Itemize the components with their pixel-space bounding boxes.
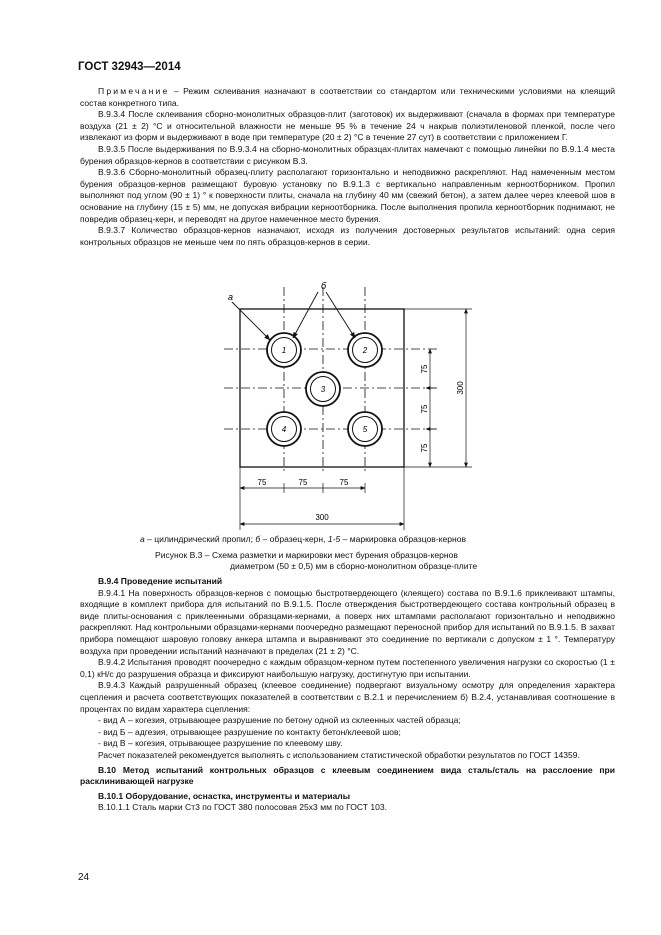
core-label-5: 5 [362,425,368,434]
dim-v-75-c: 75 [420,443,429,453]
leader-b-left [293,292,318,338]
label-a: а [228,292,234,302]
dim-v-75-b: 75 [420,404,429,414]
legend-b-text: – образец-керн, [260,534,328,544]
list-item-a: - вид А – когезия, отрывающее разрушение по бетону одной из склеенных частей образца; [98,715,461,726]
section-b10-1-title: В.10.1 Оборудование, оснастка, инструменты и материалы [98,790,350,801]
core-4 [267,412,301,446]
legend-a-text: – цилиндрический пропил; [144,534,256,544]
figure-legend [140,534,466,546]
legend-b: б [255,534,261,544]
core-5 [348,412,382,446]
dim-h-75-b: 75 [298,478,308,487]
figure-caption-line1: Рисунок В.3 – Схема разметки и маркировки мест бурения образцов-кернов [155,550,458,560]
dim-h-75-c: 75 [339,478,349,487]
core-3 [306,372,340,406]
note-label: Примечание [98,86,170,96]
note-text: – Режим склеивания назначают в соответствии со стандартом или техническими условиями на клеящий состав конкретного типа. [80,86,615,108]
core-label-2: 2 [362,346,368,355]
paragraph-b10-1-1: В.10.1.1 Сталь марки Ст3 по ГОСТ 380 полосовая 25х3 мм по ГОСТ 103. [98,802,387,813]
section-b9-4-title: В.9.4 Проведение испытаний [98,576,223,586]
section-b10-title: В.10 Метод испытаний контрольных образцов с клеевым соединением вида сталь/сталь на расслоение при расклинивающей нагрузке [80,764,615,787]
dim-h-300: 300 [315,513,329,522]
dim-v-75-a: 75 [420,364,429,374]
document-header: ГОСТ 32943—2014 [78,61,181,73]
legend-a: а [140,534,145,544]
list-item-c: - вид В – когезия, отрывающее разрушение по клеевому шву. [98,738,343,749]
list-item-b: - вид Б – адгезия, отрывающее разрушение по контакту бетон/клеевой шов; [98,726,401,737]
figure-caption-line2: диаметром (50 ± 0,5) мм в сборно-монолитном образце-плите [230,561,478,571]
paragraph-b9-4-2: В.9.4.2 Испытания проводят поочередно с каждым образцом-керном путем постепенного увеличения нагрузки со скоростью (1 ± 0,1) кН/с до разрушения образца и фиксируют наибольшую нагрузку, достигнутую при испытании. [80,657,615,679]
core-label-3: 3 [320,385,326,394]
leader-b-right [326,292,355,338]
paragraph-final: Расчет показателей рекомендуется выполнять с использованием статистической обработки результатов по ГОСТ 14359. [98,749,580,760]
label-b: б [321,281,327,291]
paragraph-b9-3-4: В.9.3.4 После склеивания сборно-монолитных образцов-плит (заготовок) их выдерживают (сначала в формах при температуре воздуха (21 ± 2) °С и относительной влажности не меньше 95 % в течение 24 ч накрыв полиэтиленовой пленкой, после чего извлекают из форм и выдерживают в воде при температуре (20 ± 2) °С в течение 27 сут) в соответствии с приложением Г. [80,109,615,143]
legend-n: 1-5 [327,534,341,544]
dim-v-300: 300 [456,381,465,395]
leader-a [232,302,270,340]
dim-h-75-a: 75 [257,478,267,487]
legend-n-text: – маркировка образцов-кернов [340,534,467,544]
paragraph-b9-4-1: В.9.4.1 На поверхность образцов-кернов с помощью быстротвердеющего (клеящего) состава по В.9.1.6 приклеивают штампы, входящие в комплект прибора для испытаний по В.9.1.5. После отверждения быстротвердеющего состава контрольный образец в виде плиты-основания с приклеенными образцами-кернами, а поверх них штампами располагают горизонтально и неподвижно раскрепляют. Над контрольными образцами-кернами поочередно размещают переносной прибор для испытаний по В.9.1.5. В захват прибора помещают шаровую головку анкера штампа и выравнивают это соединение по вертикали с допуском ± 1 °. Температуру воздуха при проведении испытаний назначают в пределах (21 ± 2) °С. [80,587,615,656]
page-number: 24 [78,872,90,883]
core-2 [348,333,382,367]
paragraph-b9-4-3: В.9.4.3 Каждый разрушенный образец (клеевое соединение) подвергают визуальному осмотру для определения характера сцепления и расчета соответствующих показателей в соответствии с В.2.1 и перечислением б) В.2.4, устанавливая соотношение в процентах по видам характера сцепления: [80,680,615,714]
paragraph-b9-3-6: В.9.3.6 Сборно-монолитный образец-плиту располагают горизонтально и неподвижно раскрепляют. Над намеченным местом бурения образцов-кернов размещают буровую установку по В.9.1.3 с вертикально направленным керноотборником. Пропил выполняют под углом (90 ± 1) ° к поверхности плиты, сначала на глубину 40 мм (свежий бетон), а затем далее через клеевой шов в основание на глубину (15 ± 5) мм, не допуская вибрации керноотборника. После выполнения пропила керноотборник поднимают, не повредив образец-керн, и переводят на другое намеченное место бурения. [80,167,615,224]
core-label-4: 4 [281,425,287,434]
lower-text-block [80,576,615,814]
paragraph-b9-3-5: В.9.3.5 После выдерживания по В.9.3.4 на сборно-монолитных образцах-плитах намечают с помощью линейки по В.9.1.4 места бурения образцов-кернов в соответствии с рисунком В.3. [80,143,615,166]
core-label-1: 1 [281,346,287,355]
paragraph-b9-3-7: В.9.3.7 Количество образцов-кернов назначают, исходя из получения достоверных результатов испытаний: одна серия контрольных образцов не меньше чем по пять образцов-кернов в серии. [80,225,615,247]
core-1 [267,333,301,367]
